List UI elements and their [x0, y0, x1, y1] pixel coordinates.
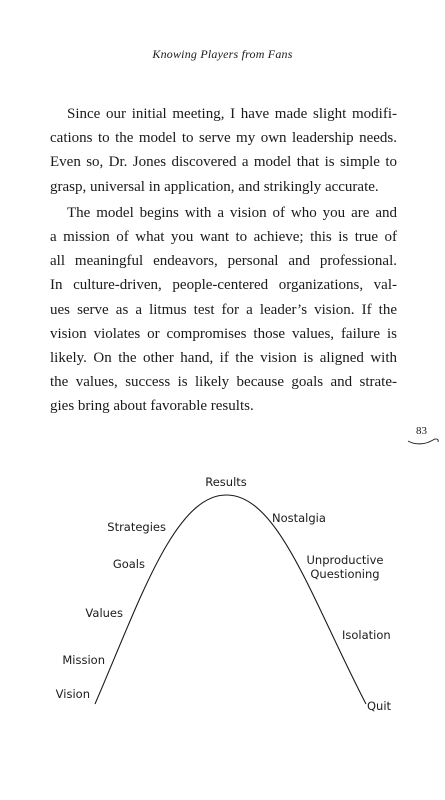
paragraph-1 — [50, 102, 397, 199]
text-line: Since our initial meeting, I have made slight modifi- — [67, 106, 397, 122]
curve-label-questioning: Questioning — [310, 567, 380, 581]
curve-label-quit: Quit — [367, 699, 392, 713]
text-line: cations to the model to serve my own leadership needs. — [50, 130, 397, 147]
page-number-ornament — [407, 436, 441, 446]
curve-label-goals: Goals — [112, 557, 145, 571]
page-number: 83 — [416, 425, 427, 437]
paragraph-2 — [50, 201, 397, 419]
text-line: ues serve as a litmus test for a leader’s vision. If the — [50, 301, 397, 318]
curve-label-results: Results — [205, 475, 247, 489]
curve-label-vision: Vision — [55, 687, 90, 701]
curve-label-values: Values — [85, 606, 123, 620]
text-line: Even so, Dr. Jones discovered a model that is simple to — [50, 154, 397, 171]
text-line: grasp, universal in application, and strikingly accurate. — [50, 178, 379, 195]
text-line: a mission of what you want to achieve; this is true of — [50, 229, 397, 246]
curve-label-strategies: Strategies — [107, 520, 166, 534]
curve-label-nostalgia: Nostalgia — [272, 511, 326, 525]
text-line: The model begins with a vision of who you are and — [67, 204, 397, 221]
text-line: likely. On the other hand, if the vision is aligned with — [50, 350, 397, 367]
curve-label-mission: Mission — [62, 653, 105, 667]
text-line: gies bring about favorable results. — [50, 398, 254, 415]
vision-to-results-curve-figure — [0, 460, 445, 730]
body-text — [50, 102, 397, 421]
text-line: the values, success is likely because goals and strate- — [50, 374, 397, 391]
curve-label-unproductive: Unproductive — [306, 553, 384, 567]
text-line: all meaningful endeavors, personal and professional. — [50, 253, 397, 270]
curve-label-isolation: Isolation — [342, 628, 391, 642]
text-line: In culture-driven, people-centered organizations, val- — [50, 277, 397, 294]
text-line: vision violates or compromises those values, failure is — [50, 325, 397, 342]
running-head: Knowing Players from Fans — [152, 47, 293, 61]
